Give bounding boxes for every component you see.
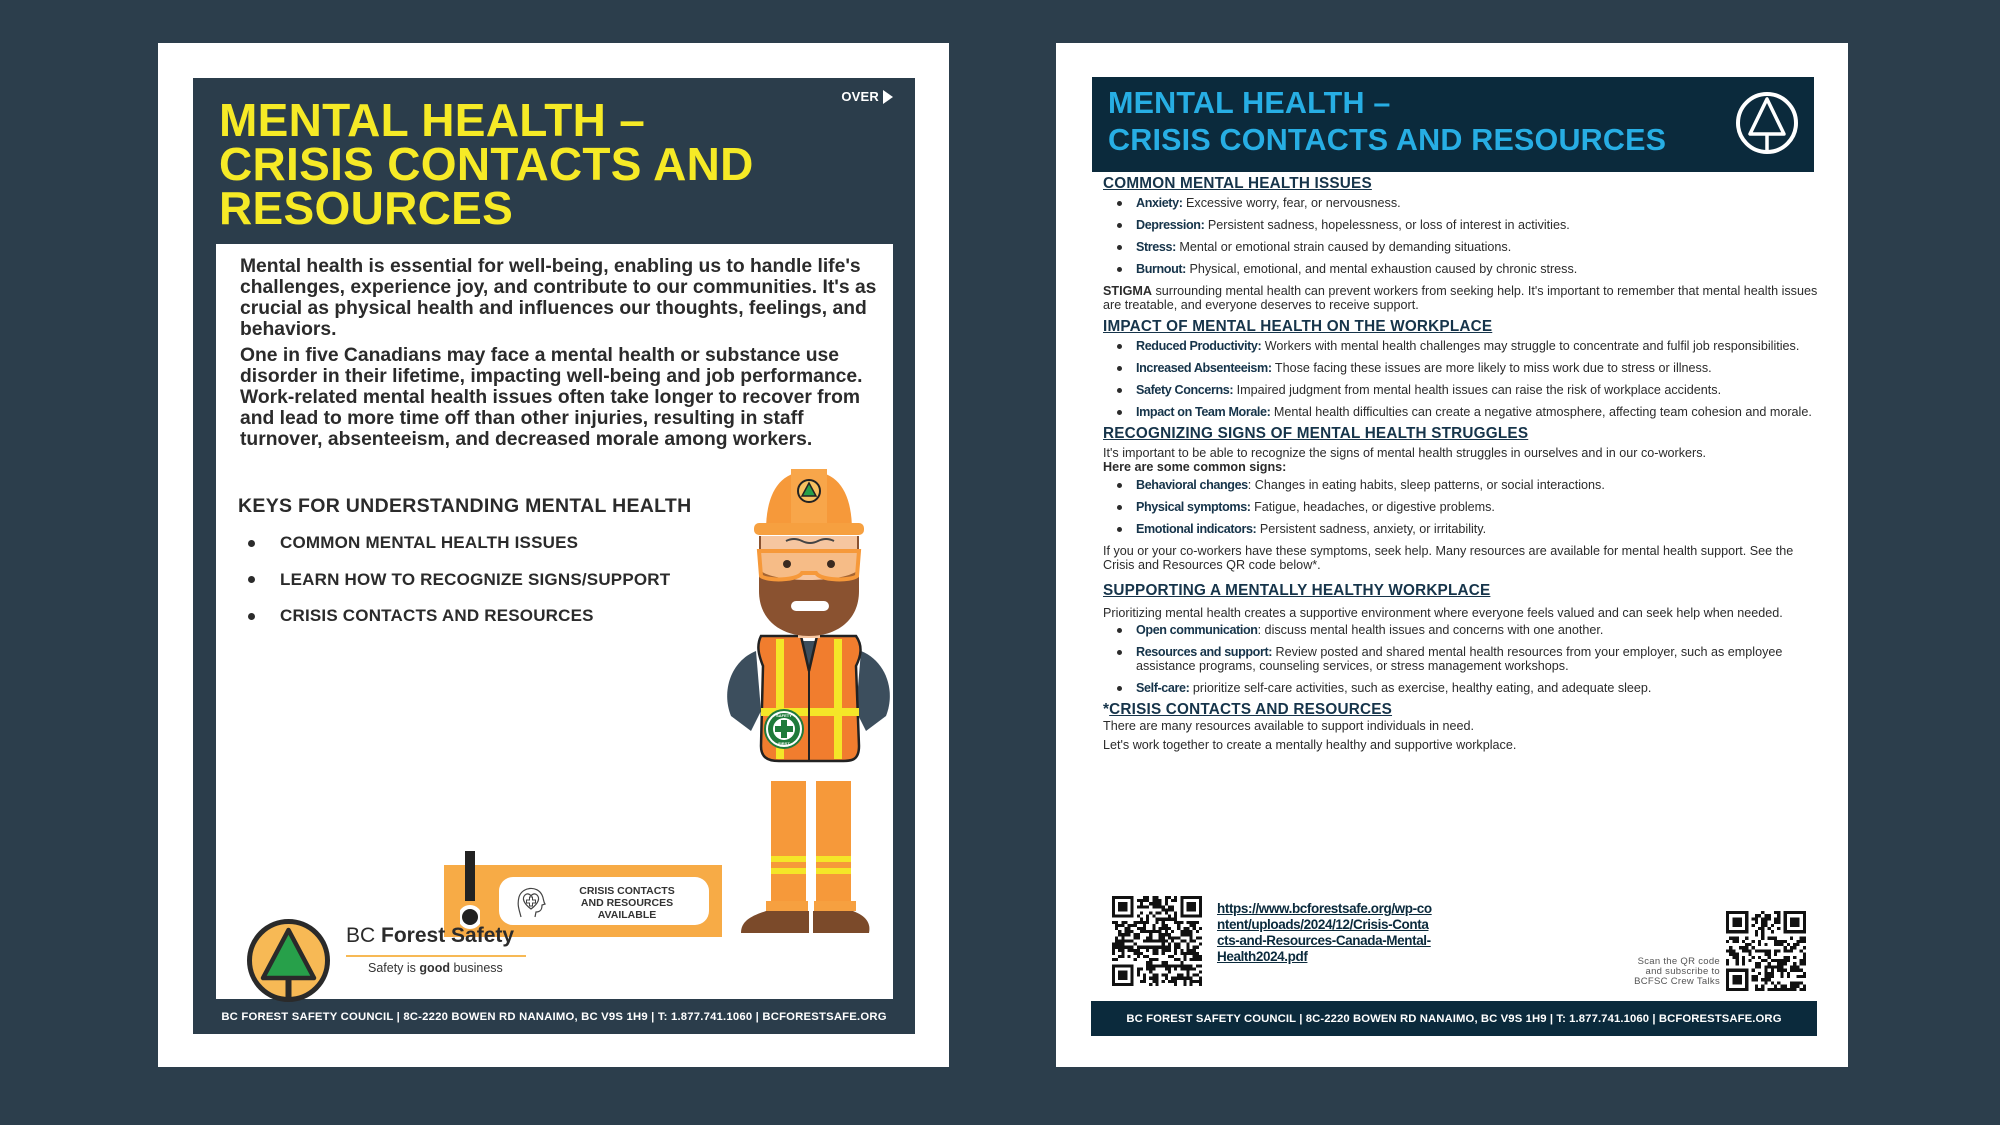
bcfsc-logo-icon (246, 918, 331, 1003)
tagline-bold: good (419, 961, 450, 975)
section-heading: COMMON MENTAL HEALTH ISSUES (1103, 175, 1372, 192)
list-item (1115, 339, 1823, 353)
item-term: Stress: (1136, 240, 1176, 254)
exclamation-icon (460, 851, 480, 931)
item-text: prioritize self-care activities, such as exercise, healthy eating, and adequate sleep. (1189, 681, 1652, 695)
bullet-icon (248, 613, 255, 620)
qr-code-crew-talks-icon[interactable] (1726, 911, 1806, 991)
section-common-issues (1103, 177, 1823, 312)
item-text: Persistent sadness, hopelessness, or loss of interest in activities. (1204, 218, 1570, 232)
title-line: RESOURCES (219, 182, 514, 234)
intro-paragraph: Mental health is essential for well-being, enabling us to handle life's challenges, experience joy, and contribute to our communities. It's as crucial as physical health and influences our thoughts, feelings, and behaviors. (240, 256, 877, 340)
item-text: Workers with mental health challenges may struggle to concentrate and fulfil job responsibilities. (1261, 339, 1800, 353)
item-term: Self-care: (1136, 681, 1190, 695)
head-heart-cross-icon (513, 883, 549, 919)
signs-intro (1103, 446, 1823, 474)
item-text: Review posted and shared mental health resources from your employer, such as employee assistance programs, counseling services, or stress management workshops. (1136, 645, 1783, 673)
item-term: Resources and support: (1136, 645, 1273, 659)
left-footer: BC FOREST SAFETY COUNCIL | 8C-2220 BOWEN RD NANAIMO, BC V9S 1H9 | T: 1.877.741.1060 | BCFORESTSAFE.ORG (221, 1010, 887, 1023)
title-line: MENTAL HEALTH – (1108, 86, 1391, 120)
impact-list (1103, 339, 1823, 419)
keys-list (248, 533, 670, 643)
item-term: Open communication (1136, 623, 1258, 637)
crisis-line: Let's work together to create a mentally healthy and supportive workplace. (1103, 738, 1517, 752)
right-page-flyer (1056, 43, 1848, 1067)
stigma-paragraph (1103, 284, 1823, 312)
over-indicator (841, 89, 893, 104)
item-text: Fatigue, headaches, or digestive problems. (1250, 500, 1495, 514)
right-header (1092, 77, 1814, 172)
list-item (1115, 623, 1823, 637)
list-item (1115, 405, 1823, 419)
item-term: Anxiety: (1136, 196, 1183, 210)
item-text: Excessive worry, fear, or nervousness. (1182, 196, 1401, 210)
right-page-title (1108, 85, 1666, 159)
crisis-badge-text (557, 885, 697, 921)
scan-line: Scan the QR code (1637, 956, 1720, 967)
item-term: Emotional indicators: (1136, 522, 1257, 536)
keys-list-item (248, 533, 670, 553)
safety-worker-illustration (721, 461, 896, 951)
signs-intro-bold: Here are some common signs: (1103, 460, 1287, 474)
crisis-badge-line: CRISIS CONTACTS (579, 885, 675, 897)
item-text: Mental health difficulties can create a negative atmosphere, affecting team cohesion and morale. (1270, 405, 1812, 419)
crisis-badge-line: AVAILABLE (597, 909, 657, 921)
tagline-text: business (453, 961, 503, 975)
section-heading: RECOGNIZING SIGNS OF MENTAL HEALTH STRUGGLES (1103, 425, 1529, 442)
bcfsc-logo-outline-icon (1734, 90, 1800, 156)
section-crisis (1103, 703, 1823, 752)
section-heading (1103, 703, 1823, 717)
item-text: Persistent sadness, anxiety, or irritability. (1256, 522, 1487, 536)
title-line: CRISIS CONTACTS AND RESOURCES (1108, 123, 1667, 157)
asterisk: * (1103, 701, 1110, 718)
list-item (1115, 262, 1823, 276)
list-item (1115, 196, 1823, 210)
common-issues-list (1103, 196, 1823, 276)
keys-list-item (248, 606, 670, 626)
scan-line: and subscribe to (1645, 966, 1720, 977)
brand-divider (346, 955, 526, 957)
brand-prefix: BC (346, 924, 376, 947)
item-text: Physical, emotional, and mental exhaustion caused by chronic stress. (1185, 262, 1578, 276)
signs-intro-text: It's important to be able to recognize the signs of mental health struggles in ourselves and in our co-workers. (1103, 446, 1707, 460)
brand-name-bold: Forest Safety (381, 924, 515, 947)
item-text: Mental or emotional strain caused by demanding situations. (1175, 240, 1512, 254)
item-text: Those facing these issues are more likely to miss work due to stress or illness. (1271, 361, 1712, 375)
list-item (1115, 500, 1823, 514)
title-line: MENTAL HEALTH – (219, 94, 646, 146)
play-arrow-icon (883, 90, 893, 104)
support-list (1103, 623, 1823, 695)
stats-paragraph: One in five Canadians may face a mental health or substance use disorder in their lifetime, impacting well-being and job performance. Work-related mental health issues often take longer to recover from and lead to more time off than other injuries, resulting in staff turnover, absenteeism, and decreased morale among workers. (240, 345, 863, 450)
item-term: Increased Absenteeism: (1136, 361, 1272, 375)
keys-list-item (248, 570, 670, 590)
keys-item-label: COMMON MENTAL HEALTH ISSUES (280, 533, 579, 552)
section-heading: IMPACT OF MENTAL HEALTH ON THE WORKPLACE (1103, 318, 1493, 335)
crisis-line: There are many resources available to support individuals in need. (1103, 719, 1475, 733)
scan-instructions (1584, 957, 1720, 987)
bullet-icon (248, 540, 255, 547)
right-footer: BC FOREST SAFETY COUNCIL | 8C-2220 BOWEN RD NANAIMO, BC V9S 1H9 | T: 1.877.741.1060 | BCFORESTSAFE.ORG (1091, 1001, 1817, 1036)
left-content-box (216, 244, 893, 999)
item-text: : discuss mental health issues and concerns with one another. (1257, 623, 1604, 637)
vest-badge-top-text: SAFETY (776, 713, 792, 718)
section-support (1103, 584, 1823, 695)
section-heading: SUPPORTING A MENTALLY HEALTHY WORKPLACE (1103, 582, 1491, 599)
item-text: Impaired judgment from mental health issues can raise the risk of workplace accidents. (1233, 383, 1722, 397)
signs-list (1103, 478, 1823, 536)
list-item (1115, 645, 1823, 673)
crisis-resources-link[interactable]: https://www.bcforestsafe.org/wp-content/uploads/2024/12/Crisis-Contacts-and-Resources-Canada-Mental-Health2024.pdf (1217, 901, 1432, 964)
left-page-flyer (158, 43, 949, 1067)
list-item (1115, 681, 1823, 695)
brand-tagline (368, 961, 503, 975)
vest-badge-bottom-text: FIRST (778, 741, 790, 746)
item-text: : Changes in eating habits, sleep patterns, or social interactions. (1247, 478, 1605, 492)
tagline-text: Safety is (368, 961, 416, 975)
support-intro: Prioritizing mental health creates a supportive environment where everyone feels valued and can seek help when needed. (1103, 606, 1783, 620)
section-signs (1103, 427, 1823, 572)
keys-item-label: CRISIS CONTACTS AND RESOURCES (280, 606, 594, 625)
bullet-icon (248, 576, 255, 583)
list-item (1115, 383, 1823, 397)
qr-code-crisis-resources-icon[interactable] (1112, 896, 1202, 986)
list-item (1115, 522, 1823, 536)
over-label: OVER (841, 89, 879, 104)
left-panel (193, 78, 915, 1034)
signs-outro: If you or your co-workers have these symptoms, seek help. Many resources are available for mental health support. See the Crisis and Resources QR code below*. (1103, 544, 1794, 572)
item-term: Safety Concerns: (1136, 383, 1234, 397)
item-term: Reduced Productivity: (1136, 339, 1262, 353)
list-item (1115, 240, 1823, 254)
scan-line: BCFSC Crew Talks (1634, 976, 1720, 987)
item-term: Depression: (1136, 218, 1205, 232)
item-term: Behavioral changes (1136, 478, 1248, 492)
left-page-title (219, 94, 754, 234)
list-item (1115, 478, 1823, 492)
list-item (1115, 361, 1823, 375)
title-line: CRISIS CONTACTS AND (219, 138, 754, 190)
section-impact (1103, 320, 1823, 419)
item-term: Physical symptoms: (1136, 500, 1251, 514)
crisis-badge-label-box (499, 877, 709, 925)
item-term: Impact on Team Morale: (1136, 405, 1271, 419)
item-term: Burnout: (1136, 262, 1186, 276)
stigma-term: STIGMA (1103, 284, 1152, 298)
keys-heading: KEYS FOR UNDERSTANDING MENTAL HEALTH (238, 495, 692, 517)
stigma-text: surrounding mental health can prevent workers from seeking help. It's important to remember that mental health issues are treatable, and everyone deserves to receive support. (1103, 284, 1818, 312)
list-item (1115, 218, 1823, 232)
brand-name (346, 924, 514, 948)
crisis-badge-line: AND RESOURCES (580, 897, 674, 909)
crisis-heading-text: CRISIS CONTACTS AND RESOURCES (1109, 701, 1393, 718)
keys-item-label: LEARN HOW TO RECOGNIZE SIGNS/SUPPORT (280, 569, 671, 589)
right-body (1103, 177, 1823, 760)
